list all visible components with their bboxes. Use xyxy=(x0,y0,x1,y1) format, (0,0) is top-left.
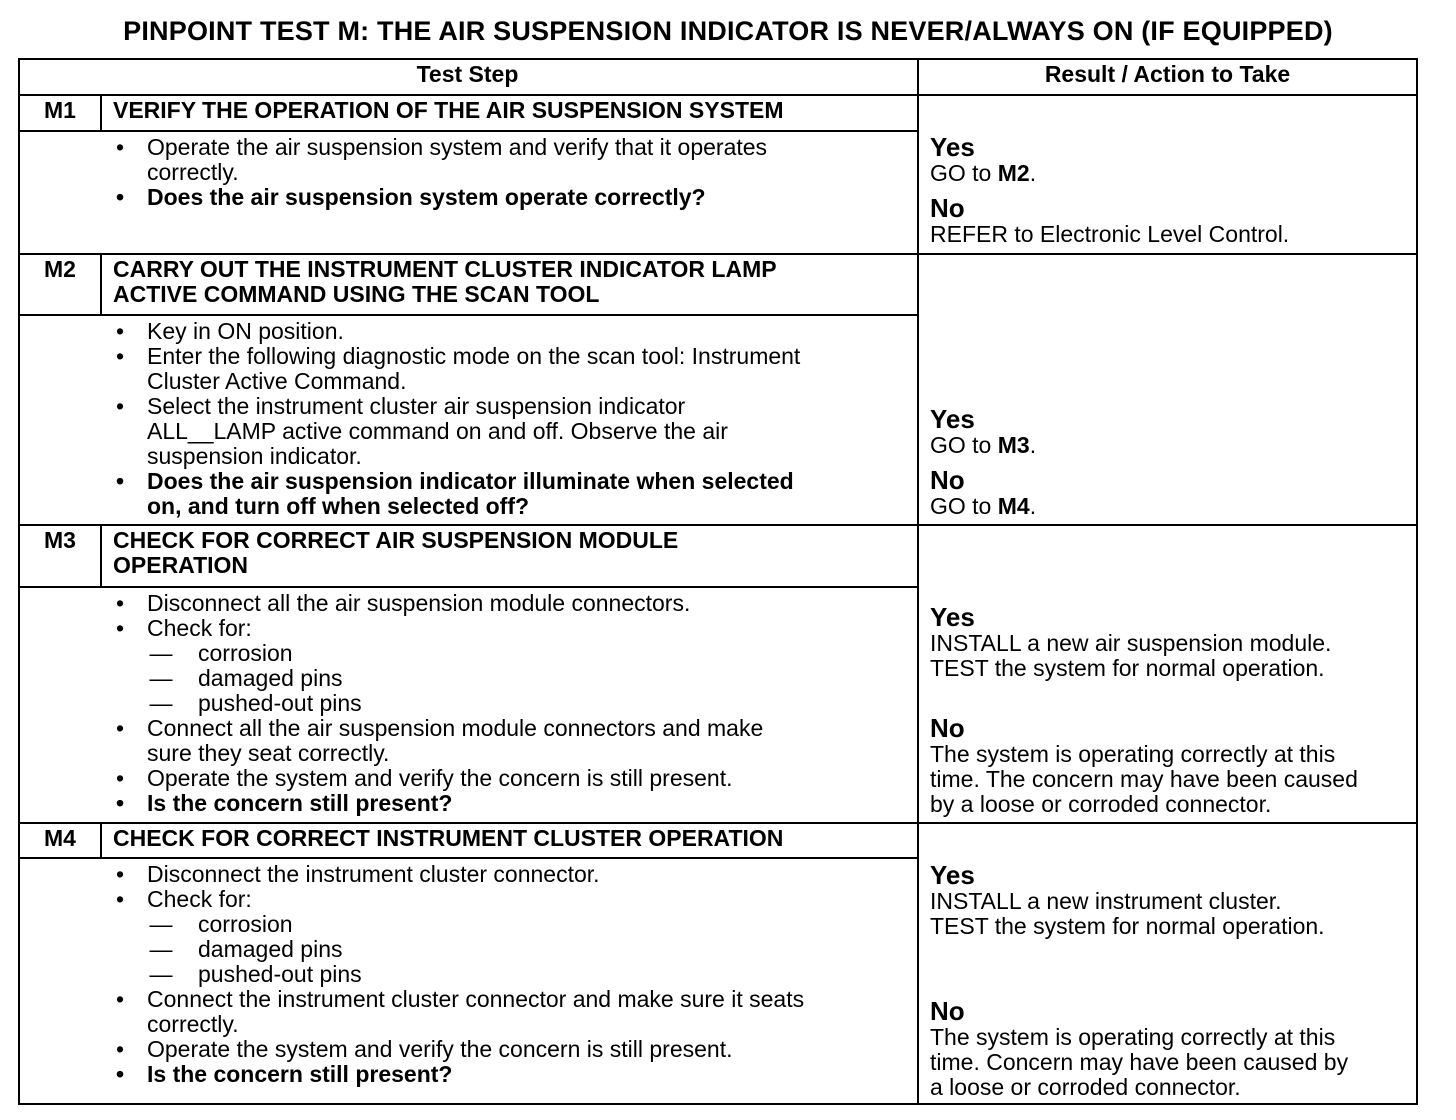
result-yes-action xyxy=(930,161,1036,186)
action-text: GO to xyxy=(930,493,998,519)
step-id-divider xyxy=(100,253,102,314)
result-no-label: No xyxy=(930,193,965,223)
instruction-text: Operate the system and verify the concern is still present. xyxy=(147,1036,733,1062)
instruction-line xyxy=(110,369,910,394)
step-title-divider xyxy=(18,586,917,588)
result-no xyxy=(930,194,1289,247)
action-text: TEST the system for normal operation. xyxy=(930,655,1325,681)
result-no-label: No xyxy=(930,996,965,1026)
result-no-action xyxy=(930,1050,1348,1075)
result-no-action xyxy=(930,792,1358,817)
result-no-action xyxy=(930,767,1358,792)
instruction-line xyxy=(110,887,910,912)
instruction-text: Is the concern still present? xyxy=(147,790,453,816)
step-instructions xyxy=(110,135,910,210)
instruction-line xyxy=(110,741,910,766)
action-text: INSTALL a new instrument cluster. xyxy=(930,888,1282,914)
result-no-action xyxy=(930,222,1289,247)
result-no-label: No xyxy=(930,713,965,743)
action-text: GO to xyxy=(930,160,998,186)
action-text: time. Concern may have been caused by xyxy=(930,1049,1349,1075)
result-yes xyxy=(930,861,1325,939)
column-divider xyxy=(917,58,919,1105)
instruction-line xyxy=(110,766,910,791)
action-text: REFER to Electronic Level Control. xyxy=(930,221,1290,247)
table-border-right xyxy=(1416,58,1418,1105)
step-title xyxy=(113,826,783,851)
instruction-text: damaged pins xyxy=(198,665,343,691)
step-title-line: CARRY OUT THE INSTRUMENT CLUSTER INDICATOR LAMP xyxy=(113,256,777,282)
step-title-divider xyxy=(18,857,917,859)
step-instructions xyxy=(110,591,910,816)
check-item xyxy=(110,641,910,666)
instruction-text: Operate the system and verify the concern is still present. xyxy=(147,765,733,791)
instruction-line xyxy=(110,616,910,641)
check-item xyxy=(110,962,910,987)
result-yes-label: Yes xyxy=(930,132,975,162)
step-title-line: ACTIVE COMMAND USING THE SCAN TOOL xyxy=(113,281,600,307)
bullet-icon: • xyxy=(115,393,125,419)
action-text: The system is operating correctly at this xyxy=(930,741,1336,767)
instruction-line xyxy=(110,1037,910,1062)
step-reference: M3 xyxy=(997,432,1030,458)
diagnostic-question xyxy=(110,185,910,210)
result-yes xyxy=(930,603,1331,681)
bullet-icon: • xyxy=(115,343,125,369)
instruction-text: Select the instrument cluster air suspension indicator xyxy=(147,393,686,419)
header-divider xyxy=(18,94,1418,96)
instruction-text: pushed-out pins xyxy=(198,690,362,716)
step-divider xyxy=(18,822,1418,824)
action-text: . xyxy=(1029,432,1037,458)
instruction-text: Connect all the air suspension module connectors and make xyxy=(147,715,764,741)
table-border-top xyxy=(18,58,1418,60)
instruction-text: Connect the instrument cluster connector and make sure it seats xyxy=(147,986,805,1012)
check-item xyxy=(110,691,910,716)
bullet-icon: • xyxy=(115,765,125,791)
instruction-line xyxy=(110,160,910,185)
instruction-text: on, and turn off when selected off? xyxy=(147,493,530,519)
result-no-label: No xyxy=(930,465,965,495)
result-yes xyxy=(930,133,1036,186)
step-reference: M2 xyxy=(997,160,1030,186)
step-title-line: OPERATION xyxy=(113,552,249,578)
step-id: M4 xyxy=(44,825,76,851)
bullet-icon: • xyxy=(115,1061,125,1087)
action-text: by a loose or corroded connector. xyxy=(930,791,1272,817)
instruction-line xyxy=(110,716,910,741)
result-no-action xyxy=(930,494,1036,519)
step-id: M3 xyxy=(44,527,76,553)
step-divider xyxy=(18,524,1418,526)
result-yes-action xyxy=(930,889,1325,914)
step-reference: M4 xyxy=(997,493,1030,519)
result-yes xyxy=(930,405,1036,458)
result-yes-action xyxy=(930,433,1036,458)
instruction-line xyxy=(110,987,910,1012)
result-no-action xyxy=(930,1075,1348,1100)
dash-icon: — xyxy=(149,640,173,666)
instruction-text: Does the air suspension indicator illuminate when selected xyxy=(147,468,794,494)
instruction-text: Key in ON position. xyxy=(147,318,344,344)
instruction-line xyxy=(110,419,910,444)
instruction-text: corrosion xyxy=(198,640,293,666)
step-title-divider xyxy=(18,130,917,132)
result-yes-action xyxy=(930,631,1331,656)
step-title-line: VERIFY THE OPERATION OF THE AIR SUSPENSION SYSTEM xyxy=(113,97,784,123)
instruction-text: Check for: xyxy=(147,615,252,641)
diagnostic-question xyxy=(110,494,910,519)
step-divider xyxy=(18,253,1418,255)
bullet-icon: • xyxy=(115,861,125,887)
action-text: GO to xyxy=(930,432,998,458)
diagnostic-question xyxy=(110,791,910,816)
dash-icon: — xyxy=(149,911,173,937)
bullet-icon: • xyxy=(115,715,125,741)
page-title: PINPOINT TEST M: THE AIR SUSPENSION INDICATOR IS NEVER/ALWAYS ON (IF EQUIPPED) xyxy=(123,16,1333,46)
instruction-line xyxy=(110,862,910,887)
result-yes-label: Yes xyxy=(930,860,975,890)
result-no-action xyxy=(930,1025,1348,1050)
step-title-divider xyxy=(18,314,917,316)
instruction-text: correctly. xyxy=(147,159,239,185)
instruction-text: Is the concern still present? xyxy=(147,1061,453,1087)
result-no xyxy=(930,466,1036,519)
dash-icon: — xyxy=(149,936,173,962)
step-instructions xyxy=(110,319,910,519)
check-item xyxy=(110,912,910,937)
action-text: TEST the system for normal operation. xyxy=(930,913,1325,939)
instruction-text: Enter the following diagnostic mode on the scan tool: Instrument xyxy=(147,343,801,369)
header-test-step: Test Step xyxy=(416,61,519,87)
instruction-text: pushed-out pins xyxy=(198,961,362,987)
instruction-text: Disconnect all the air suspension module connectors. xyxy=(147,590,691,616)
result-yes-action xyxy=(930,914,1325,939)
instruction-line xyxy=(110,1012,910,1037)
result-yes-label: Yes xyxy=(930,404,975,434)
step-id-divider xyxy=(100,94,102,130)
instruction-text: Does the air suspension system operate correctly? xyxy=(147,184,706,210)
instruction-text: Check for: xyxy=(147,886,252,912)
instruction-text: Cluster Active Command. xyxy=(147,368,407,394)
bullet-icon: • xyxy=(115,615,125,641)
instruction-line xyxy=(110,444,910,469)
dash-icon: — xyxy=(149,961,173,987)
bullet-icon: • xyxy=(115,468,125,494)
action-text: . xyxy=(1029,493,1037,519)
dash-icon: — xyxy=(149,690,173,716)
bullet-icon: • xyxy=(115,590,125,616)
result-yes-action xyxy=(930,656,1331,681)
result-no xyxy=(930,714,1358,817)
instruction-line xyxy=(110,135,910,160)
bullet-icon: • xyxy=(115,986,125,1012)
diagnostic-question xyxy=(110,469,910,494)
action-text: a loose or corroded connector. xyxy=(930,1074,1241,1100)
step-title xyxy=(113,528,678,578)
step-title xyxy=(113,257,777,307)
instruction-line xyxy=(110,319,910,344)
bullet-icon: • xyxy=(115,790,125,816)
step-title-line: CHECK FOR CORRECT AIR SUSPENSION MODULE xyxy=(113,527,679,553)
result-yes-label: Yes xyxy=(930,602,975,632)
table-border-left xyxy=(18,58,20,1105)
bullet-icon: • xyxy=(115,134,125,160)
step-instructions xyxy=(110,862,910,1087)
instruction-text: damaged pins xyxy=(198,936,343,962)
bullet-icon: • xyxy=(115,1036,125,1062)
table-border-bottom xyxy=(18,1103,1418,1105)
instruction-line xyxy=(110,591,910,616)
step-id: M1 xyxy=(44,97,76,123)
instruction-text: sure they seat correctly. xyxy=(147,740,390,766)
action-text: time. The concern may have been caused xyxy=(930,766,1358,792)
action-text: The system is operating correctly at this xyxy=(930,1024,1336,1050)
action-text: INSTALL a new air suspension module. xyxy=(930,630,1332,656)
instruction-line xyxy=(110,344,910,369)
step-id-divider xyxy=(100,822,102,857)
instruction-text: suspension indicator. xyxy=(147,443,362,469)
action-text: . xyxy=(1029,160,1037,186)
instruction-text: ALL__LAMP active command on and off. Observe the air xyxy=(147,418,728,444)
bullet-icon: • xyxy=(115,886,125,912)
dash-icon: — xyxy=(149,665,173,691)
check-item xyxy=(110,666,910,691)
instruction-text: corrosion xyxy=(198,911,293,937)
step-title xyxy=(113,98,784,123)
instruction-text: correctly. xyxy=(147,1011,239,1037)
bullet-icon: • xyxy=(115,318,125,344)
result-no xyxy=(930,997,1348,1100)
instruction-line xyxy=(110,394,910,419)
diagnostic-question xyxy=(110,1062,910,1087)
instruction-text: Disconnect the instrument cluster connector. xyxy=(147,861,600,887)
check-item xyxy=(110,937,910,962)
step-title-line: CHECK FOR CORRECT INSTRUMENT CLUSTER OPERATION xyxy=(113,825,784,851)
result-no-action xyxy=(930,742,1358,767)
instruction-text: Operate the air suspension system and verify that it operates xyxy=(147,134,768,160)
step-id: M2 xyxy=(44,256,76,282)
step-id-divider xyxy=(100,524,102,586)
bullet-icon: • xyxy=(115,184,125,210)
header-result-action: Result / Action to Take xyxy=(1044,61,1291,87)
